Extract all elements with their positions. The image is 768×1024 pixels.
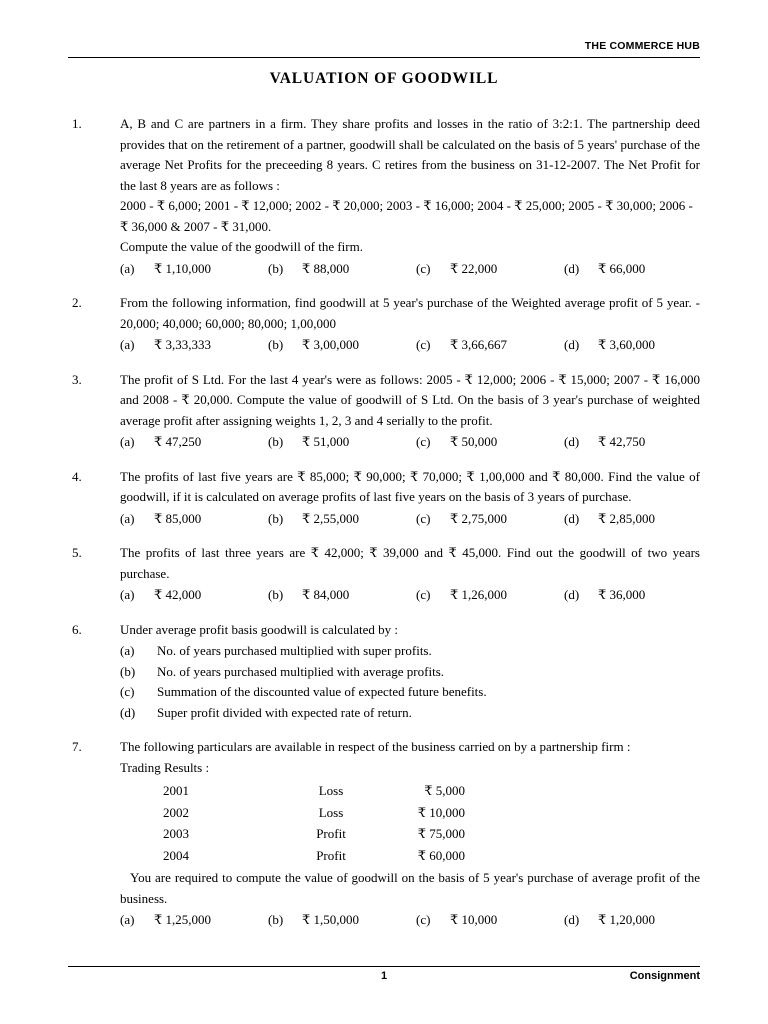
option-d[interactable] <box>564 432 712 453</box>
option-value: ₹ 3,00,000 <box>302 337 360 352</box>
option-a[interactable] <box>120 509 268 530</box>
option-value: ₹ 1,50,000 <box>302 912 360 927</box>
table-cell-amount: ₹ 75,000 <box>417 826 465 841</box>
option-label: (c) <box>416 260 431 276</box>
option-label: (b) <box>268 337 284 352</box>
option-label: (d) <box>564 510 580 526</box>
option-label: (a) <box>120 260 135 276</box>
option-value: Summation of the discounted value of expected future benefits. <box>157 684 487 699</box>
option-label: (b) <box>268 912 284 927</box>
option-value: ₹ 1,26,000 <box>450 587 508 602</box>
footer-rule <box>68 966 700 967</box>
header-brand: THE COMMERCE HUB <box>584 40 700 52</box>
option-value: ₹ 3,33,333 <box>154 337 212 352</box>
table-cell-year: 2003 <box>163 826 189 841</box>
option-label: (a) <box>120 434 135 449</box>
option-c[interactable] <box>416 509 564 530</box>
question-number: 1. <box>72 116 82 131</box>
option-label: (b) <box>120 663 136 679</box>
option-a[interactable] <box>120 910 268 931</box>
option-label: (b) <box>268 510 284 526</box>
option-b[interactable] <box>268 335 416 356</box>
option-label: (c) <box>416 510 431 526</box>
option-label: (b) <box>268 434 284 449</box>
footer-section-label: Consignment <box>629 970 700 982</box>
options-row <box>120 509 700 530</box>
option-b[interactable] <box>120 662 700 683</box>
table-row <box>120 845 465 867</box>
table-cell-amount: ₹ 10,000 <box>417 804 465 820</box>
option-label: (a) <box>120 337 135 352</box>
option-value: Super profit divided with expected rate of return. <box>157 704 412 720</box>
option-value: ₹ 2,85,000 <box>598 510 656 526</box>
table-cell-amount: ₹ 60,000 <box>417 847 465 863</box>
table-cell-kind: Profit <box>316 826 346 841</box>
option-label: (d) <box>564 587 580 602</box>
question-1 <box>68 114 700 279</box>
option-value: ₹ 1,10,000 <box>154 260 212 276</box>
table-cell-year: 2001 <box>163 783 189 798</box>
option-label: (c) <box>120 684 135 699</box>
option-c[interactable] <box>416 335 564 356</box>
option-value: ₹ 42,750 <box>598 434 646 449</box>
question-number: 6. <box>72 621 82 637</box>
option-value: ₹ 10,000 <box>450 912 498 927</box>
option-value: ₹ 47,250 <box>154 434 202 449</box>
option-a[interactable] <box>120 259 268 280</box>
table-row <box>120 780 465 802</box>
footer-page-number: 1 <box>380 970 388 982</box>
option-d[interactable] <box>564 585 712 606</box>
option-a[interactable] <box>120 335 268 356</box>
option-label: (c) <box>416 337 431 352</box>
option-d[interactable] <box>564 910 712 931</box>
options-row <box>120 432 700 453</box>
header-rule <box>68 57 700 58</box>
question-text: The profits of last three years are ₹ 42,000; ₹ 39,000 and ₹ 45,000. Find out the goodwill of two years purchase. <box>120 545 700 581</box>
options-row <box>120 335 700 356</box>
question-closing-text: You are required to compute the value of goodwill on the basis of 5 year's purchase of average profit of the business. <box>120 870 700 906</box>
option-value: ₹ 88,000 <box>302 260 350 276</box>
option-label: (b) <box>268 260 284 276</box>
question-number: 2. <box>72 295 82 310</box>
option-value: ₹ 3,66,667 <box>450 337 508 352</box>
question-number: 7. <box>72 739 82 754</box>
option-label: (d) <box>564 260 580 276</box>
option-d[interactable] <box>120 703 700 724</box>
table-cell-kind: Loss <box>318 783 344 798</box>
option-b[interactable] <box>268 509 416 530</box>
table-row <box>120 802 465 824</box>
option-c[interactable] <box>416 910 564 931</box>
question-text: Under average profit basis goodwill is calculated by : <box>120 621 398 637</box>
option-b[interactable] <box>268 259 416 280</box>
options-row <box>120 259 700 280</box>
option-value: ₹ 1,20,000 <box>598 912 656 927</box>
option-value: No. of years purchased multiplied with average profits. <box>157 663 444 679</box>
table-cell-kind: Loss <box>318 804 344 820</box>
question-6 <box>68 620 700 724</box>
question-number: 3. <box>72 371 82 387</box>
option-d[interactable] <box>564 259 712 280</box>
option-c[interactable] <box>416 259 564 280</box>
option-value: ₹ 3,60,000 <box>598 337 656 352</box>
option-label: (a) <box>120 912 135 927</box>
question-text: The profits of last five years are ₹ 85,000; ₹ 90,000; ₹ 70,000; ₹ 1,00,000 and ₹ 80,000. Find the value of goodwill, if it is calculated on average profits of last five years on the basis of 3 years of purchase. <box>120 468 700 504</box>
option-value: ₹ 50,000 <box>450 434 498 449</box>
question-text: The following particulars are available in respect of the business carried on by a partnership firm : <box>120 739 631 754</box>
question-3 <box>68 370 700 453</box>
page-title: VALUATION OF GOODWILL <box>269 70 499 87</box>
option-c[interactable] <box>416 432 564 453</box>
option-a[interactable] <box>120 641 700 662</box>
option-value: No. of years purchased multiplied with super profits. <box>157 643 432 658</box>
option-value: ₹ 66,000 <box>598 260 646 276</box>
table-cell-year: 2004 <box>163 847 189 863</box>
table-cell-amount: ₹ 5,000 <box>424 783 465 798</box>
table-row <box>120 823 465 845</box>
option-label: (a) <box>120 510 135 526</box>
option-value: ₹ 2,55,000 <box>302 510 360 526</box>
option-b[interactable] <box>268 585 416 606</box>
option-d[interactable] <box>564 509 712 530</box>
table-cell-year: 2002 <box>163 804 189 820</box>
option-d[interactable] <box>564 335 712 356</box>
question-number: 5. <box>72 545 82 560</box>
option-label: (d) <box>564 337 580 352</box>
option-a[interactable] <box>120 585 268 606</box>
question-text: From the following information, find goodwill at 5 year's purchase of the Weighted average profit of 5 year. - 20,000; 40,000; 60,000; 80,000; 1,00,000 <box>120 295 700 331</box>
question-list <box>68 114 700 931</box>
option-value: ₹ 1,25,000 <box>154 912 212 927</box>
question-text-data: 2000 - ₹ 6,000; 2001 - ₹ 12,000; 2002 - ₹ 20,000; 2003 - ₹ 16,000; 2004 - ₹ 25,000; 2005 - ₹ 30,000; 2006 - ₹ 36,000 & 2007 - ₹ 31,000. <box>120 198 693 234</box>
options-column <box>120 641 700 723</box>
question-number: 4. <box>72 468 82 484</box>
option-b[interactable] <box>268 432 416 453</box>
option-label: (b) <box>268 587 284 602</box>
options-row <box>120 585 700 606</box>
page-header <box>68 0 700 58</box>
question-2 <box>68 293 700 356</box>
option-label: (c) <box>416 434 431 449</box>
option-label: (c) <box>416 587 431 602</box>
option-value: ₹ 22,000 <box>450 260 498 276</box>
option-value: ₹ 42,000 <box>154 587 202 602</box>
option-b[interactable] <box>268 910 416 931</box>
option-c[interactable] <box>120 682 700 703</box>
option-label: (a) <box>120 587 135 602</box>
option-label: (d) <box>564 434 580 449</box>
question-text: The profit of S Ltd. For the last 4 year's were as follows: 2005 - ₹ 12,000; 2006 - ₹ 15,000; 2007 - ₹ 16,000 and 2008 - ₹ 20,000. Compute the value of goodwill of S Ltd. On the basis of 3 year's purchase of weighted average profit after assigning weights 1, 2, 3 and 4 serially to the profit. <box>120 371 700 428</box>
option-value: ₹ 51,000 <box>302 434 350 449</box>
option-value: ₹ 36,000 <box>598 587 646 602</box>
question-4 <box>68 467 700 530</box>
page-footer <box>68 966 700 986</box>
option-label: (a) <box>120 643 135 658</box>
option-value: ₹ 84,000 <box>302 587 350 602</box>
option-a[interactable] <box>120 432 268 453</box>
question-text-prompt: Compute the value of the goodwill of the firm. <box>120 239 363 254</box>
option-label: (d) <box>120 704 136 720</box>
option-c[interactable] <box>416 585 564 606</box>
question-7 <box>68 737 700 931</box>
question-5 <box>68 543 700 606</box>
options-row <box>120 910 700 931</box>
table-cell-kind: Profit <box>316 847 346 863</box>
option-label: (c) <box>416 912 431 927</box>
trading-results-table <box>120 780 465 866</box>
option-value: ₹ 2,75,000 <box>450 510 508 526</box>
trading-results-label: Trading Results : <box>120 759 210 775</box>
question-text: A, B and C are partners in a firm. They share profits and losses in the ratio of 3:2:1. The partnership deed provides that on the retirement of a partner, goodwill shall be calculated on the basis of 5 years' purchase of the average Net Profits for the preceeding 8 years. C retires from the business on 31-12-2007. The Net Profit for the last 8 years are as follows : <box>120 116 700 193</box>
option-label: (d) <box>564 912 580 927</box>
option-value: ₹ 85,000 <box>154 510 202 526</box>
